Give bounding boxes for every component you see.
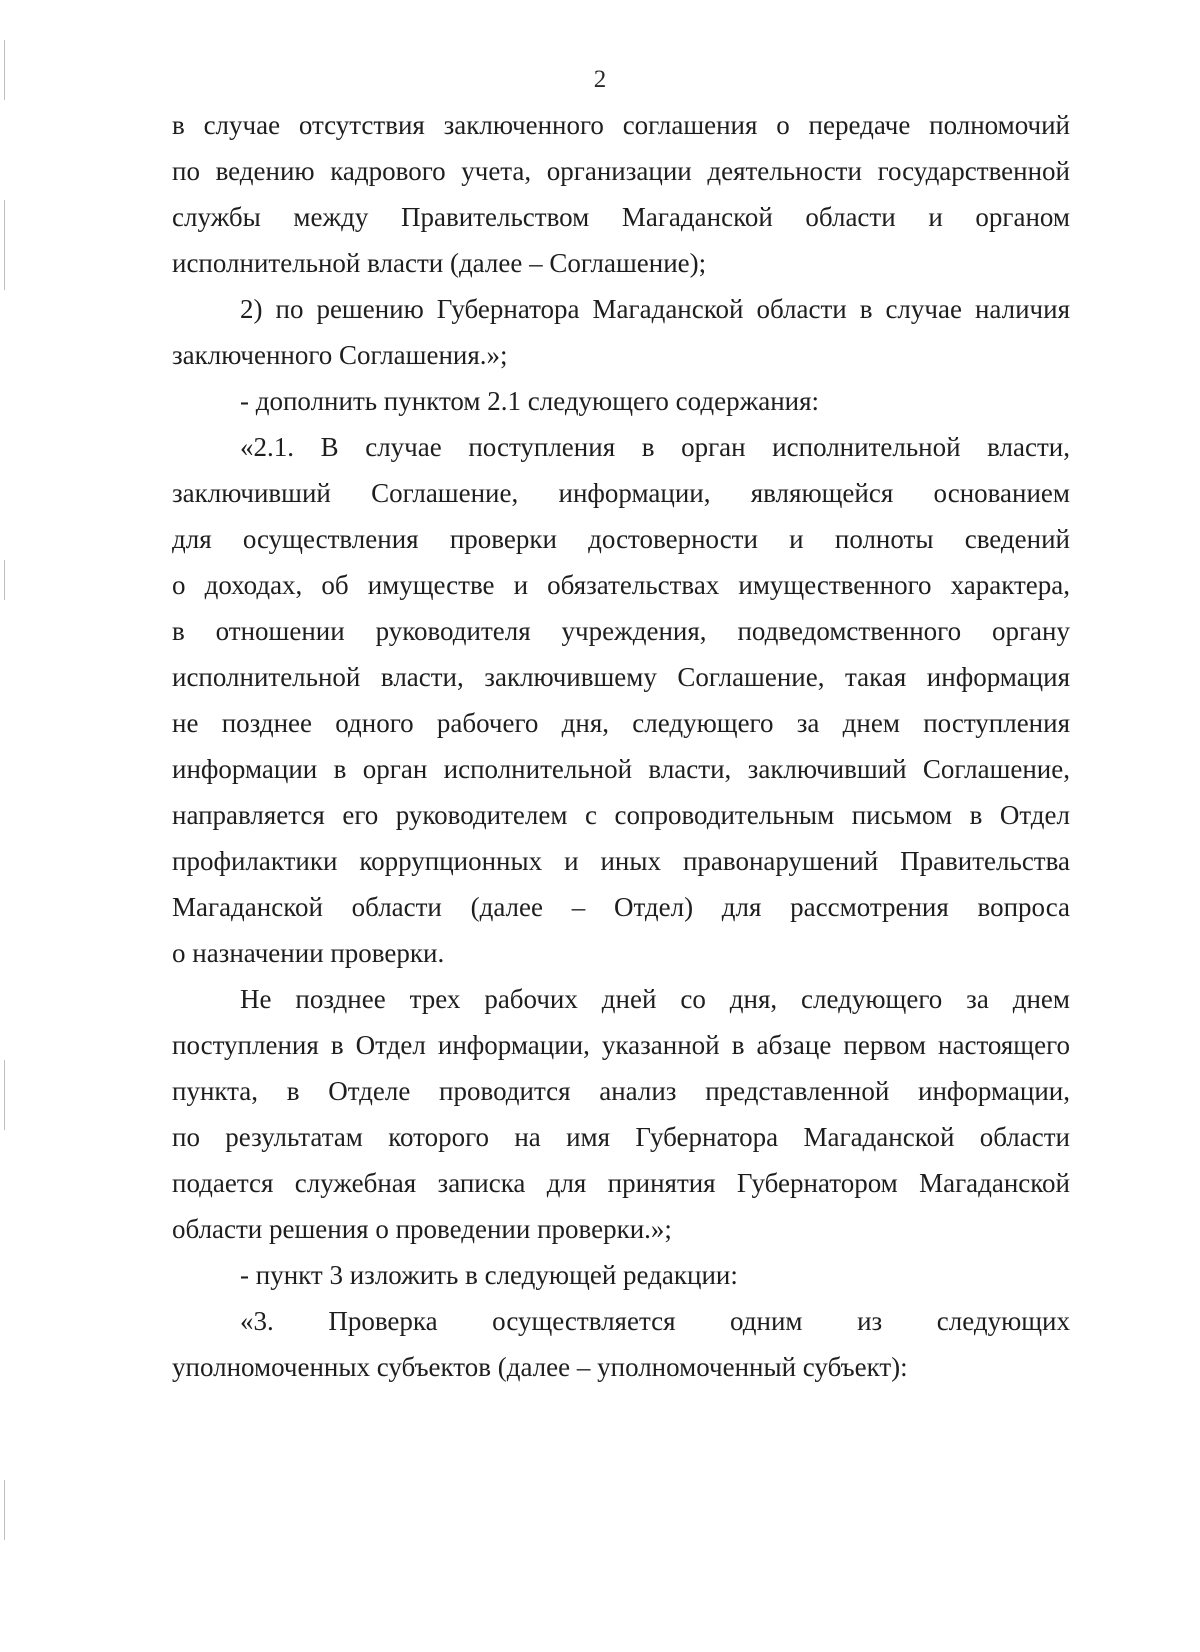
text-line: для осуществления проверки достоверности и полноты сведений — [172, 524, 1070, 554]
text-line: в отношении руководителя учреждения, подведомственного органу — [172, 616, 1070, 646]
text-line: области решения о проведении проверки.»; — [172, 1214, 672, 1244]
text-line: профилактики коррупционных и иных правонарушений Правительства — [172, 846, 1070, 876]
text-line: о назначении проверки. — [172, 938, 445, 968]
text-line: поступления в Отдел информации, указанной в абзаце первом настоящего — [172, 1030, 1070, 1060]
text-line: заключенного Соглашения.»; — [172, 340, 508, 370]
scan-edge-mark — [4, 200, 5, 290]
text-line: - пункт 3 изложить в следующей редакции: — [240, 1260, 738, 1290]
scan-edge-mark — [4, 560, 5, 600]
text-line: по результатам которого на имя Губернатора Магаданской области — [172, 1122, 1070, 1152]
text-line: информации в орган исполнительной власти, заключивший Соглашение, — [172, 754, 1070, 784]
text-line: «3. Проверка осуществляется одним из следующих — [240, 1306, 1070, 1336]
text-line: уполномоченных субъектов (далее – уполномоченный субъект): — [172, 1352, 908, 1382]
text-line: не позднее одного рабочего дня, следующего за днем поступления — [172, 708, 1070, 738]
text-line: подается служебная записка для принятия Губернатором Магаданской — [172, 1168, 1070, 1198]
scan-edge-mark — [4, 1060, 5, 1130]
text-line: по ведению кадрового учета, организации деятельности государственной — [172, 156, 1070, 186]
page-number: 2 — [593, 66, 607, 93]
text-line: пункта, в Отделе проводится анализ представленной информации, — [172, 1076, 1070, 1106]
scan-edge-mark — [4, 1480, 5, 1540]
text-line: направляется его руководителем с сопроводительным письмом в Отдел — [172, 800, 1070, 830]
text-line: «2.1. В случае поступления в орган исполнительной власти, — [240, 432, 1070, 462]
text-line: заключивший Соглашение, информации, являющейся основанием — [172, 478, 1070, 508]
text-line: Магаданской области (далее – Отдел) для рассмотрения вопроса — [172, 892, 1070, 922]
text-line: о доходах, об имуществе и обязательствах имущественного характера, — [172, 570, 1070, 600]
text-line: 2) по решению Губернатора Магаданской области в случае наличия — [240, 294, 1070, 324]
text-line: Не позднее трех рабочих дней со дня, следующего за днем — [240, 984, 1070, 1014]
text-line: службы между Правительством Магаданской области и органом — [172, 202, 1070, 232]
text-line: в случае отсутствия заключенного соглашения о передаче полномочий — [172, 110, 1070, 140]
text-line: - дополнить пунктом 2.1 следующего содержания: — [240, 386, 820, 416]
text-line: исполнительной власти, заключившему Соглашение, такая информация — [172, 662, 1070, 692]
text-line: исполнительной власти (далее – Соглашение); — [172, 248, 707, 278]
